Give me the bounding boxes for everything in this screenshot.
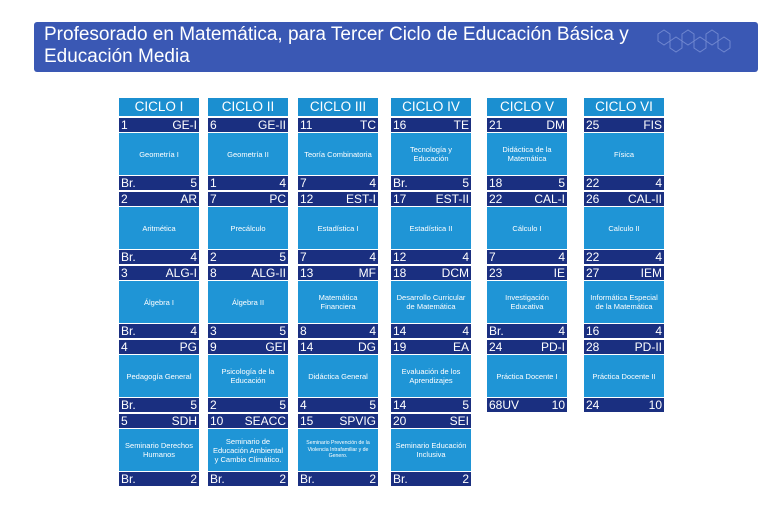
course-credits: 4 [279,176,286,190]
cycle-header: CICLO I [119,98,199,116]
course-name: Psicología de la Educación [208,354,288,398]
course-footer-bar [208,398,288,412]
course-number: 25 [586,118,600,132]
course-card [208,414,288,486]
course-code: FIS [643,118,662,132]
course-footer-bar [487,176,567,190]
course-prerequisite: Br. [210,472,225,486]
cycle-column [298,98,378,488]
course-prerequisite: Br. [121,176,136,190]
course-code: SDH [171,414,197,428]
course-name: Aritmética [119,206,199,250]
course-code: ALG-I [165,266,197,280]
course-code: SEACC [244,414,286,428]
course-header-bar [391,266,471,280]
course-card [208,118,288,190]
course-prerequisite: Br. [121,250,136,264]
course-code: TC [360,118,376,132]
course-header-bar [119,118,199,132]
course-footer-bar [584,176,664,190]
course-credits: 4 [655,176,662,190]
course-credits: 5 [190,176,197,190]
course-name: Geometría II [208,132,288,176]
course-prerequisite: 22 [586,250,600,264]
course-card [584,340,664,412]
course-footer-bar [208,250,288,264]
course-code: PC [269,192,286,206]
course-credits: 4 [558,324,565,338]
course-code: EST-II [435,192,469,206]
course-card [119,340,199,412]
course-code: PD-II [634,340,662,354]
course-number: 28 [586,340,600,354]
course-name: Seminario Derechos Humanos [119,428,199,472]
cycle-header: CICLO VI [584,98,664,116]
course-card [487,266,567,338]
course-prerequisite: Br. [121,472,136,486]
course-name: Tecnología y Educación [391,132,471,176]
course-prerequisite: 1 [210,176,217,190]
course-code: SPVIG [339,414,376,428]
course-header-bar [487,118,567,132]
course-number: 5 [121,414,128,428]
course-header-bar [119,192,199,206]
course-prerequisite: 14 [393,398,407,412]
course-prerequisite: 3 [210,324,217,338]
course-card [584,118,664,190]
course-card [208,340,288,412]
course-credits: 10 [648,398,662,412]
cycle-header: CICLO IV [391,98,471,116]
course-credits: 4 [369,324,376,338]
course-header-bar [487,192,567,206]
cycle-column [208,98,288,488]
course-code: CAL-I [534,192,565,206]
course-card [119,192,199,264]
course-prerequisite: Br. [121,324,136,338]
course-credits: 5 [369,398,376,412]
course-card [487,118,567,190]
course-footer-bar [584,324,664,338]
course-code: DCM [441,266,469,280]
course-footer-bar [584,250,664,264]
course-credits: 5 [279,398,286,412]
course-name: Matemática Financiera [298,280,378,324]
course-number: 21 [489,118,503,132]
course-card [584,266,664,338]
course-footer-bar [298,324,378,338]
course-card [298,414,378,486]
course-footer-bar [208,176,288,190]
course-code: DM [546,118,565,132]
course-footer-bar [391,176,471,190]
course-code: GE-I [172,118,197,132]
cycle-column [487,98,567,414]
course-name: Didáctica de la Matemática [487,132,567,176]
course-credits: 5 [279,250,286,264]
course-card [391,118,471,190]
course-code: IE [553,266,565,280]
course-name: Estadística II [391,206,471,250]
course-name: Física [584,132,664,176]
course-number: 26 [586,192,600,206]
course-prerequisite: 2 [210,250,217,264]
course-card [298,192,378,264]
course-name: Seminario Prevención de la Violencia Intrafamiliar y de Genero. [298,428,378,472]
course-name: Álgebra II [208,280,288,324]
course-number: 14 [300,340,314,354]
course-footer-bar [298,250,378,264]
course-prerequisite: 16 [586,324,600,338]
course-header-bar [208,192,288,206]
course-credits: 4 [462,250,469,264]
course-number: 20 [393,414,407,428]
course-prerequisite: Br. [300,472,315,486]
course-credits: 4 [190,250,197,264]
course-name: Desarrollo Curricular de Matemática [391,280,471,324]
course-header-bar [298,340,378,354]
course-prerequisite: 68UV [489,398,520,412]
course-footer-bar [298,176,378,190]
cycle-column [584,98,664,414]
course-footer-bar [487,398,567,412]
course-prerequisite: 18 [489,176,503,190]
course-footer-bar [208,324,288,338]
course-prerequisite: Br. [121,398,136,412]
course-footer-bar [119,398,199,412]
course-number: 2 [121,192,128,206]
course-card [298,266,378,338]
course-code: GEI [265,340,286,354]
course-name: Álgebra I [119,280,199,324]
course-prerequisite: Br. [393,472,408,486]
course-credits: 5 [558,176,565,190]
course-number: 17 [393,192,407,206]
course-name: Informática Especial de la Matemática [584,280,664,324]
course-footer-bar [391,472,471,486]
course-header-bar [208,414,288,428]
course-footer-bar [119,176,199,190]
course-credits: 5 [190,398,197,412]
cycle-header: CICLO V [487,98,567,116]
course-credits: 5 [462,398,469,412]
course-header-bar [391,192,471,206]
course-prerequisite: 14 [393,324,407,338]
course-header-bar [298,118,378,132]
course-credits: 10 [551,398,565,412]
course-name: Precálculo [208,206,288,250]
course-code: IEM [640,266,662,280]
course-footer-bar [584,398,664,412]
course-name: Teoría Combinatoria [298,132,378,176]
course-credits: 2 [190,472,197,486]
course-header-bar [487,266,567,280]
course-number: 22 [489,192,503,206]
course-header-bar [584,118,664,132]
course-name: Evaluación de los Aprendizajes [391,354,471,398]
course-number: 15 [300,414,314,428]
course-card [208,266,288,338]
course-name: Práctica Docente I [487,354,567,398]
course-footer-bar [119,250,199,264]
course-number: 12 [300,192,314,206]
course-header-bar [119,414,199,428]
course-number: 7 [210,192,217,206]
course-card [391,340,471,412]
course-card [487,340,567,412]
course-prerequisite: 7 [489,250,496,264]
course-name: Calculo II [584,206,664,250]
course-credits: 4 [369,176,376,190]
course-code: GE-II [257,118,286,132]
course-prerequisite: Br. [489,324,504,338]
course-header-bar [208,266,288,280]
course-footer-bar [119,324,199,338]
course-card [119,414,199,486]
course-code: EST-I [345,192,376,206]
course-name: Geometría I [119,132,199,176]
course-number: 23 [489,266,503,280]
course-card [391,192,471,264]
course-header-bar [298,414,378,428]
course-name: Práctica Docente II [584,354,664,398]
course-header-bar [584,340,664,354]
cycle-header: CICLO III [298,98,378,116]
course-footer-bar [391,398,471,412]
course-header-bar [298,266,378,280]
course-footer-bar [391,250,471,264]
course-header-bar [119,266,199,280]
course-header-bar [391,118,471,132]
course-number: 27 [586,266,600,280]
course-footer-bar [487,324,567,338]
course-number: 16 [393,118,407,132]
course-number: 11 [300,118,313,132]
course-number: 9 [210,340,217,354]
cycle-header: CICLO II [208,98,288,116]
course-number: 10 [210,414,224,428]
course-number: 8 [210,266,217,280]
course-card [298,340,378,412]
course-header-bar [119,340,199,354]
course-credits: 4 [369,250,376,264]
course-prerequisite: 2 [210,398,217,412]
course-card [391,414,471,486]
course-code: PG [179,340,197,354]
course-name: Didáctica General [298,354,378,398]
course-name: Seminario de Educación Ambiental y Cambio Climático. [208,428,288,472]
course-prerequisite: Br. [393,176,408,190]
course-prerequisite: 22 [586,176,600,190]
course-prerequisite: 12 [393,250,407,264]
page-title: Profesorado en Matemática, para Tercer Ciclo de Educación Básica y Educación Media [44,24,629,67]
page-header [34,22,758,72]
course-code: MF [358,266,376,280]
course-code: PD-I [541,340,565,354]
course-number: 4 [121,340,128,354]
course-credits: 4 [462,324,469,338]
course-number: 1 [121,118,128,132]
course-footer-bar [119,472,199,486]
course-credits: 4 [655,250,662,264]
course-name: Pedagogía General [119,354,199,398]
course-card [119,118,199,190]
course-prerequisite: 24 [586,398,600,412]
course-code: CAL-II [627,192,662,206]
course-number: 19 [393,340,407,354]
course-card [584,192,664,264]
course-code: TE [453,118,469,132]
course-header-bar [208,118,288,132]
course-code: DG [358,340,376,354]
course-credits: 2 [462,472,469,486]
course-card [487,192,567,264]
course-header-bar [391,340,471,354]
course-header-bar [391,414,471,428]
course-footer-bar [298,398,378,412]
course-credits: 2 [279,472,286,486]
cycle-column [391,98,471,488]
course-footer-bar [298,472,378,486]
course-credits: 5 [462,176,469,190]
course-credits: 2 [369,472,376,486]
course-card [298,118,378,190]
course-credits: 4 [558,250,565,264]
course-code: ALG-II [251,266,286,280]
course-header-bar [208,340,288,354]
course-header-bar [584,192,664,206]
course-name: Cálculo I [487,206,567,250]
course-name: Estadística I [298,206,378,250]
course-card [119,266,199,338]
course-prerequisite: 7 [300,176,307,190]
course-number: 24 [489,340,503,354]
course-credits: 5 [279,324,286,338]
course-prerequisite: 8 [300,324,307,338]
course-code: AR [180,192,197,206]
course-header-bar [298,192,378,206]
course-code: EA [452,340,469,354]
course-number: 6 [210,118,217,132]
cycle-column [119,98,199,488]
course-number: 3 [121,266,128,280]
course-credits: 4 [190,324,197,338]
course-card [208,192,288,264]
course-header-bar [584,266,664,280]
course-prerequisite: 4 [300,398,307,412]
course-name: Investigación Educativa [487,280,567,324]
course-card [391,266,471,338]
course-code: SEI [449,414,469,428]
course-number: 13 [300,266,314,280]
course-footer-bar [487,250,567,264]
course-name: Seminario Educación Inclusiva [391,428,471,472]
course-prerequisite: 7 [300,250,307,264]
course-footer-bar [391,324,471,338]
course-footer-bar [208,472,288,486]
course-credits: 4 [655,324,662,338]
course-header-bar [487,340,567,354]
course-number: 18 [393,266,407,280]
